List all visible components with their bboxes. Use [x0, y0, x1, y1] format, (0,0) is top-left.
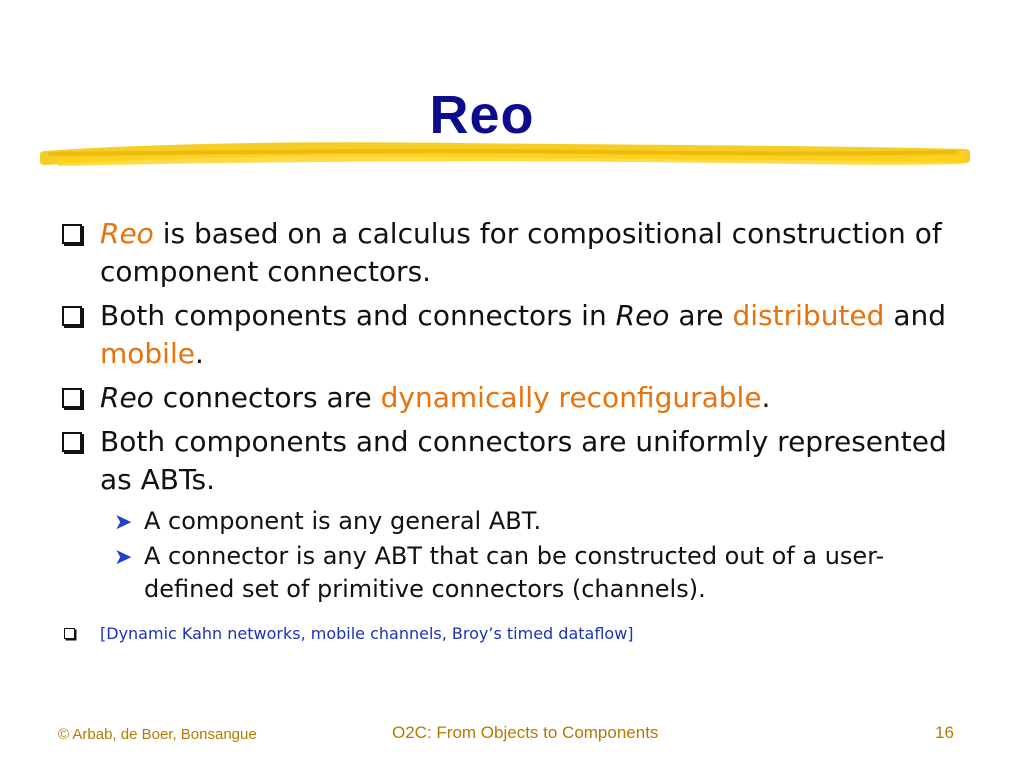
bullet-text-part: Reo — [100, 217, 154, 250]
bullet-text-part: . — [761, 381, 771, 414]
bullet-item — [60, 379, 960, 417]
bullet-item — [60, 297, 960, 373]
hollow-square-icon — [62, 306, 82, 326]
bullet-text — [100, 217, 942, 288]
bullet-item — [60, 423, 960, 499]
hollow-square-icon — [62, 432, 82, 452]
sub-bullet-text: A component is any general ABT. — [144, 507, 542, 535]
sub-bullet-text: A connector is any ABT that can be constructed out of a user-defined set of primitive connectors (channels). — [144, 542, 885, 603]
reference-item — [60, 622, 960, 646]
bullet-text-part: Both components and connectors are uniformly represented as ABTs. — [100, 425, 947, 496]
hollow-square-icon — [62, 388, 82, 408]
slide-title: Reo — [429, 85, 535, 145]
bullet-text — [100, 381, 770, 414]
bullet-text — [100, 299, 946, 370]
bullet-text-part: . — [194, 337, 204, 370]
sub-bullet-item — [60, 540, 960, 606]
bullet-text-part: is based on a calculus for compositional construction of component connectors. — [100, 217, 942, 288]
highlighter-stroke — [40, 138, 970, 178]
bullet-text-part: Both components and connectors in — [100, 299, 616, 332]
bullet-text-part: are — [669, 299, 733, 332]
footer-page-number: 16 — [935, 723, 954, 742]
arrow-right-icon: ➤ — [114, 545, 133, 570]
hollow-square-icon — [64, 628, 75, 639]
bullet-text — [100, 425, 947, 496]
bullet-text-part: Reo — [615, 299, 670, 332]
bullet-text-part: mobile — [100, 337, 195, 370]
bullet-item — [60, 215, 960, 291]
bullet-text-part: Reo — [100, 381, 154, 414]
hollow-square-icon — [62, 224, 82, 244]
bullet-text-part: and — [884, 299, 947, 332]
bullet-text-part: dynamically reconfigurable — [380, 381, 762, 414]
footer-authors: © Arbab, de Boer, Bonsangue — [58, 726, 257, 743]
bullet-list — [60, 215, 960, 646]
footer-course-title: O2C: From Objects to Components — [392, 723, 659, 742]
sub-bullet-item — [60, 505, 960, 538]
bullet-text-part: connectors are — [153, 381, 381, 414]
reference-text: [Dynamic Kahn networks, mobile channels, Broy’s timed dataflow] — [100, 624, 634, 643]
bullet-text-part: distributed — [732, 299, 885, 332]
arrow-right-icon: ➤ — [114, 510, 133, 535]
